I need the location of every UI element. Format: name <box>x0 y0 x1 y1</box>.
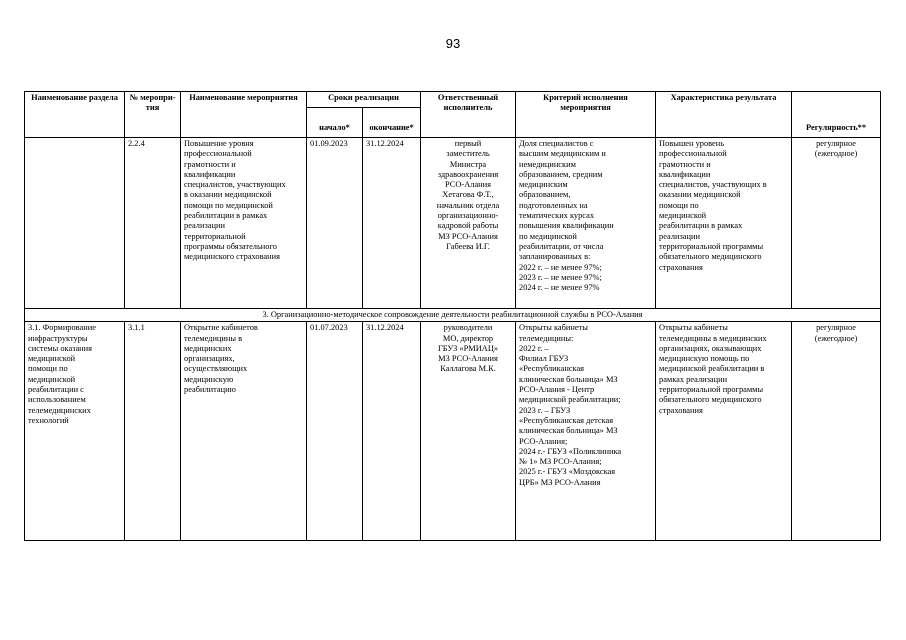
cell-name: Повышение уровня профессиональной грамотности и квалификации специалистов, участвующих в оказании медицинской помощи по медицинской реабилитации в рамках реализации территориальной программы обязательного медицинского страхования <box>181 138 307 309</box>
header-terms: Сроки реализации <box>307 92 421 108</box>
events-table <box>24 91 881 541</box>
header-event-number: № меропри-тия <box>125 92 181 138</box>
cell-executor: первый заместитель Министра здравоохранения РСО-Алания Хетагова Ф.Т., начальник отдела организационно- кадровой работы МЗ РСО-Алания Габеева И.Г. <box>421 138 516 309</box>
section-heading-row <box>25 309 881 322</box>
header-executor: Ответственный исполнитель <box>421 92 516 138</box>
cell-criterion: Открыты кабинеты телемедицины: 2022 г. – Филиал ГБУЗ «Республиканская клиническая больница» МЗ РСО-Алания - Центр медицинской реабилитации; 2023 г. – ГБУЗ «Республиканская детская клиническая больница» МЗ РСО-Алания; 2024 г.- ГБУЗ «Поликлиника № 1» МЗ РСО-Алания; 2025 г.- ГБУЗ «Моздокская ЦРБ» МЗ РСО-Алания <box>516 322 656 541</box>
cell-start: 01.07.2023 <box>307 322 363 541</box>
cell-end: 31.12.2024 <box>363 322 421 541</box>
cell-start: 01.09.2023 <box>307 138 363 309</box>
section-heading: 3. Организационно-методическое сопровождение деятельности реабилитационной службы в РСО-Алания <box>25 309 881 322</box>
cell-regularity: регулярное (ежегодное) <box>792 322 881 541</box>
cell-name: Открытие кабинетов телемедицины в медицинских организациях, осуществляющих медицинскую реабилитацию <box>181 322 307 541</box>
table-row <box>25 322 881 541</box>
cell-section <box>25 138 125 309</box>
cell-end: 31.12.2024 <box>363 138 421 309</box>
header-event-name: Наименование мероприятия <box>181 92 307 138</box>
cell-result: Повышен уровень профессиональной грамотности и квалификации специалистов, участвующих в оказании медицинской помощи по медицинской реабилитации в рамках реализации территориальной программы обязательного медицинского страхования <box>656 138 792 309</box>
header-regularity: Регулярность** <box>792 92 881 138</box>
header-start: начало* <box>307 108 363 138</box>
header-result: Характеристика результата <box>656 92 792 138</box>
header-end: окончание* <box>363 108 421 138</box>
cell-number: 3.1.1 <box>125 322 181 541</box>
cell-regularity: регулярное (ежегодное) <box>792 138 881 309</box>
cell-result: Открыты кабинеты телемедицины в медицинских организациях, оказывающих медицинскую помощь по медицинской реабилитации в рамках реализации территориальной программы обязательного медицинского страхования <box>656 322 792 541</box>
table-header-row <box>25 92 881 108</box>
cell-executor: руководители МО, директор ГБУЗ «РМИАЦ» МЗ РСО-Алания Каллагова М.К. <box>421 322 516 541</box>
cell-section: 3.1. Формирование инфраструктуры системы оказания медицинской помощи по медицинской реабилитации с использованием телемедицинских технологий <box>25 322 125 541</box>
cell-criterion: Доля специалистов с высшим медицинским и немедицинским образованием, средним медицинским образованием, подготовленных на тематических курсах повышения квалификации по медицинской реабилитации, от числа запланированных в: 2022 г. – не менее 97%; 2023 г. – не менее 97%; 2024 г. – не менее 97% <box>516 138 656 309</box>
header-section-name: Наименование раздела <box>25 92 125 138</box>
header-criterion: Критерий исполнения мероприятия <box>516 92 656 138</box>
cell-number: 2.2.4 <box>125 138 181 309</box>
page-number: 93 <box>445 36 461 51</box>
table-row <box>25 138 881 309</box>
